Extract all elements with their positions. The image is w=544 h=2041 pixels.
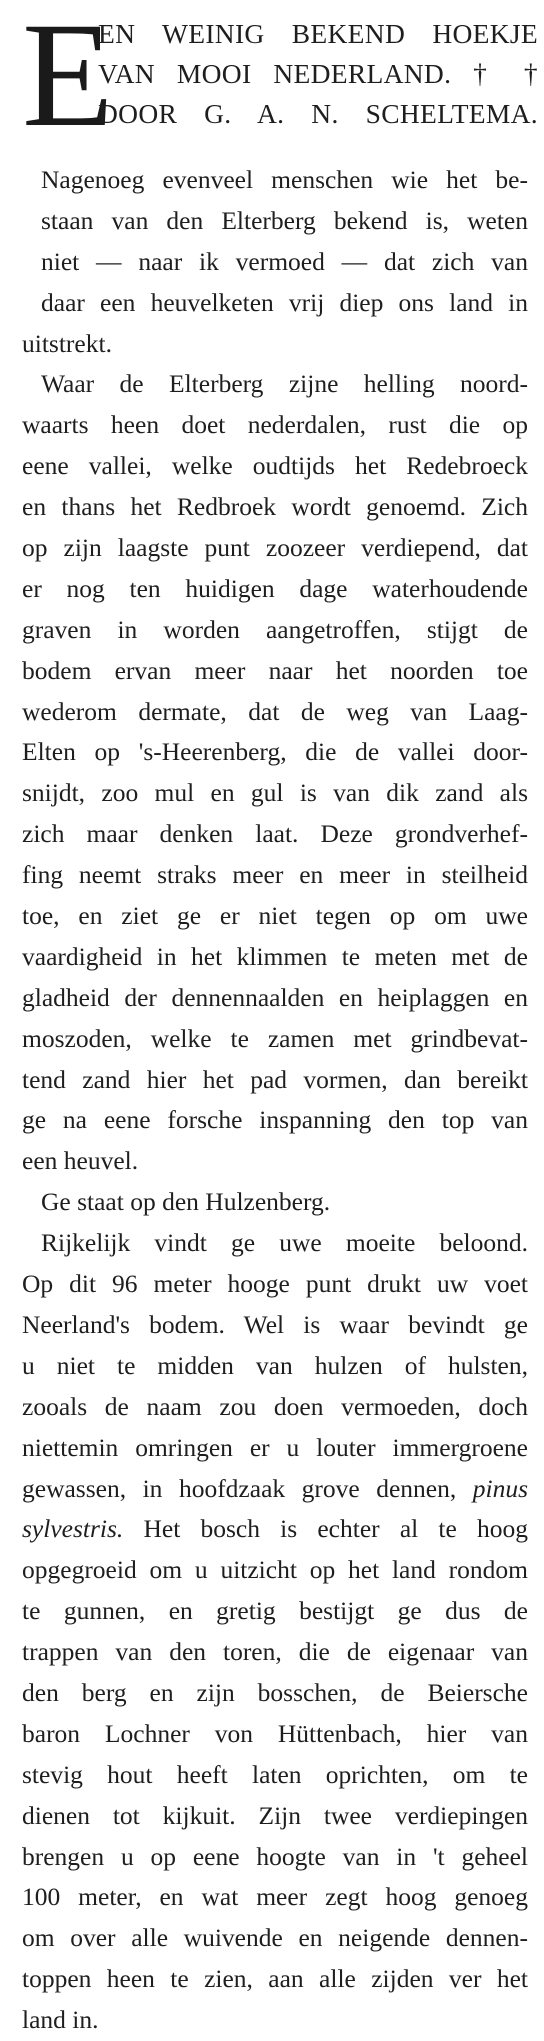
text-line: zich maar denken laat. Deze grondverhef- [22,819,528,849]
text-line: opgegroeid om u uitzicht op het land rondom [22,1555,528,1585]
text-line: daar een heuvelketen vrij diep ons land in [41,287,528,317]
text-line: niet — naar ik vermoed — dat zich van [41,246,528,276]
italic-text: pinus [472,1473,528,1503]
text-line: een heuvel. [22,1146,139,1176]
text-line: en thans het Redbroek wordt genoemd. Zich [22,492,528,522]
article-body [22,160,528,2041]
title-line: EN WEINIG BEKEND HOEKJE [98,18,538,49]
text-line: fing neemt straks meer en meer in steilheid [22,860,528,890]
text-line: Elten op 's-Heerenberg, die de vallei door- [22,737,528,767]
drop-cap: E [22,0,114,158]
article-header [22,0,538,158]
text-line [22,1469,528,1510]
text-line: niettemin omringen er u louter immergroene [22,1432,528,1462]
text-line: dienen tot kijkuit. Zijn twee verdiepingen [22,1800,528,1830]
italic-text: sylvestris. [22,1514,124,1544]
text-line: tend zand hier het pad vormen, dan bereikt [22,1064,528,1094]
text-line: snijdt, zoo mul en gul is van dik zand als [22,778,528,808]
text-line: er nog ten huidigen dage waterhoudende [22,573,528,603]
text-line: Neerland's bodem. Wel is waar bevindt ge [22,1309,528,1339]
byline: DOOR G. A. N. SCHELTEMA. [98,98,538,129]
text-line: bodem ervan meer naar het noorden toe [22,655,528,685]
title-line: VAN MOOI NEDERLAND. † † [98,58,538,89]
text-line: te gunnen, en gretig bestijgt ge dus de [22,1596,528,1626]
text-line: u niet te midden van hulzen of hulsten, [22,1350,528,1380]
text-line: graven in worden aangetroffen, stijgt de [22,614,528,644]
text-line: den berg en zijn bosschen, de Beiersche [22,1677,528,1707]
text-line: 100 meter, en wat meer zegt hoog genoeg [22,1882,528,1912]
text-line: waarts heen doet nederdalen, rust die op [22,410,528,440]
text-line: toppen heen te zien, aan alle zijden ver het [22,1964,528,1994]
text-line: land in. [22,2005,99,2035]
text-line: eene vallei, welke oudtijds het Redebroeck [22,451,528,481]
text-line [22,1509,528,1550]
text-line: om over alle wuivende en neigende dennen- [22,1923,528,1953]
text-line: trappen van den toren, die de eigenaar van [22,1637,528,1667]
text-line: Nagenoeg evenveel menschen wie het be- [41,165,528,194]
text-line: Waar de Elterberg zijne helling noord- [41,369,528,399]
text-line: vaardigheid in het klimmen te meten met de [22,941,528,971]
text-line: op zijn laagste punt zoozeer verdiepend, dat [22,533,528,563]
text-line: Ge staat op den Hulzenberg. [41,1187,331,1217]
text-line: staan van den Elterberg bekend is, weten [41,205,528,235]
text-line: toe, en ziet ge er niet tegen op om uwe [22,901,528,931]
text-line: baron Lochner von Hüttenbach, hier van [22,1718,528,1748]
text-line: brengen u op eene hoogte van in 't geheel [22,1841,528,1871]
text-run: Het bosch is echter al te hoog [143,1514,528,1544]
text-line: wederom dermate, dat de weg van Laag- [22,696,528,726]
text-run: gewassen, in hoofdzaak grove dennen, [22,1473,457,1503]
text-line: Op dit 96 meter hooge punt drukt uw voet [22,1269,528,1299]
text-line: ge na eene forsche inspanning den top van [22,1105,528,1135]
text-line: zooals de naam zou doen vermoeden, doch [22,1391,528,1421]
article-title [98,14,538,134]
text-line: gladheid der dennennaalden en heiplaggen en [22,982,528,1012]
text-line: moszoden, welke te zamen met grindbevat- [22,1023,528,1053]
text-line: stevig hout heeft laten oprichten, om te [22,1759,528,1789]
text-line: uitstrekt. [22,328,112,358]
text-line: Rijkelijk vindt ge uwe moeite beloond. [41,1228,528,1258]
